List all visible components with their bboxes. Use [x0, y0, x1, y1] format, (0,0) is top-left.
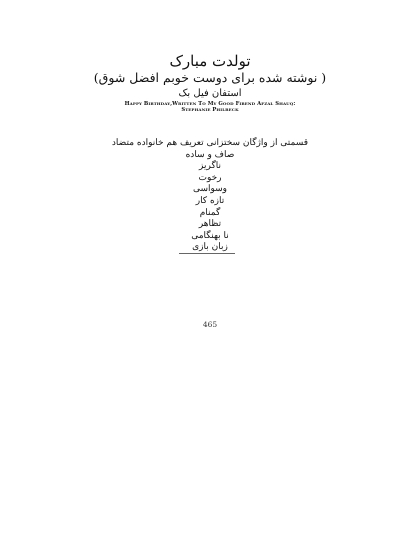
- poem-line: صاف و ساده: [185, 149, 235, 160]
- poem-dedication: ( نوشته شده برای دوست خوبم افضل شوق): [93, 70, 327, 85]
- poem-line: زبان بازی: [192, 242, 228, 253]
- english-author: Stephanie Philbeck: [181, 107, 239, 113]
- poem-title: تولدت مبارک: [169, 52, 251, 70]
- poem-line: نا بهنگامی: [191, 230, 229, 241]
- poem-line: تازه کار: [195, 195, 225, 206]
- poem-line: تظاهر: [198, 219, 222, 230]
- poem-body: [0, 138, 420, 254]
- poem-line: رخوت: [198, 172, 222, 183]
- author-name: استفان فیل بک: [178, 88, 242, 99]
- poem-line: گمنام: [199, 207, 221, 218]
- poem-line: وسواسی: [192, 184, 228, 195]
- english-title: Happy Birthday,Written To My Good Firend Afzal Shauq:: [124, 101, 296, 107]
- section-divider: [179, 253, 235, 254]
- page-number: 465: [202, 320, 218, 329]
- poem-line: ناگریز: [199, 161, 221, 172]
- poem-line: قسمتی از واژگان سختزانی تعریف هم خانواده متضاد: [111, 138, 309, 148]
